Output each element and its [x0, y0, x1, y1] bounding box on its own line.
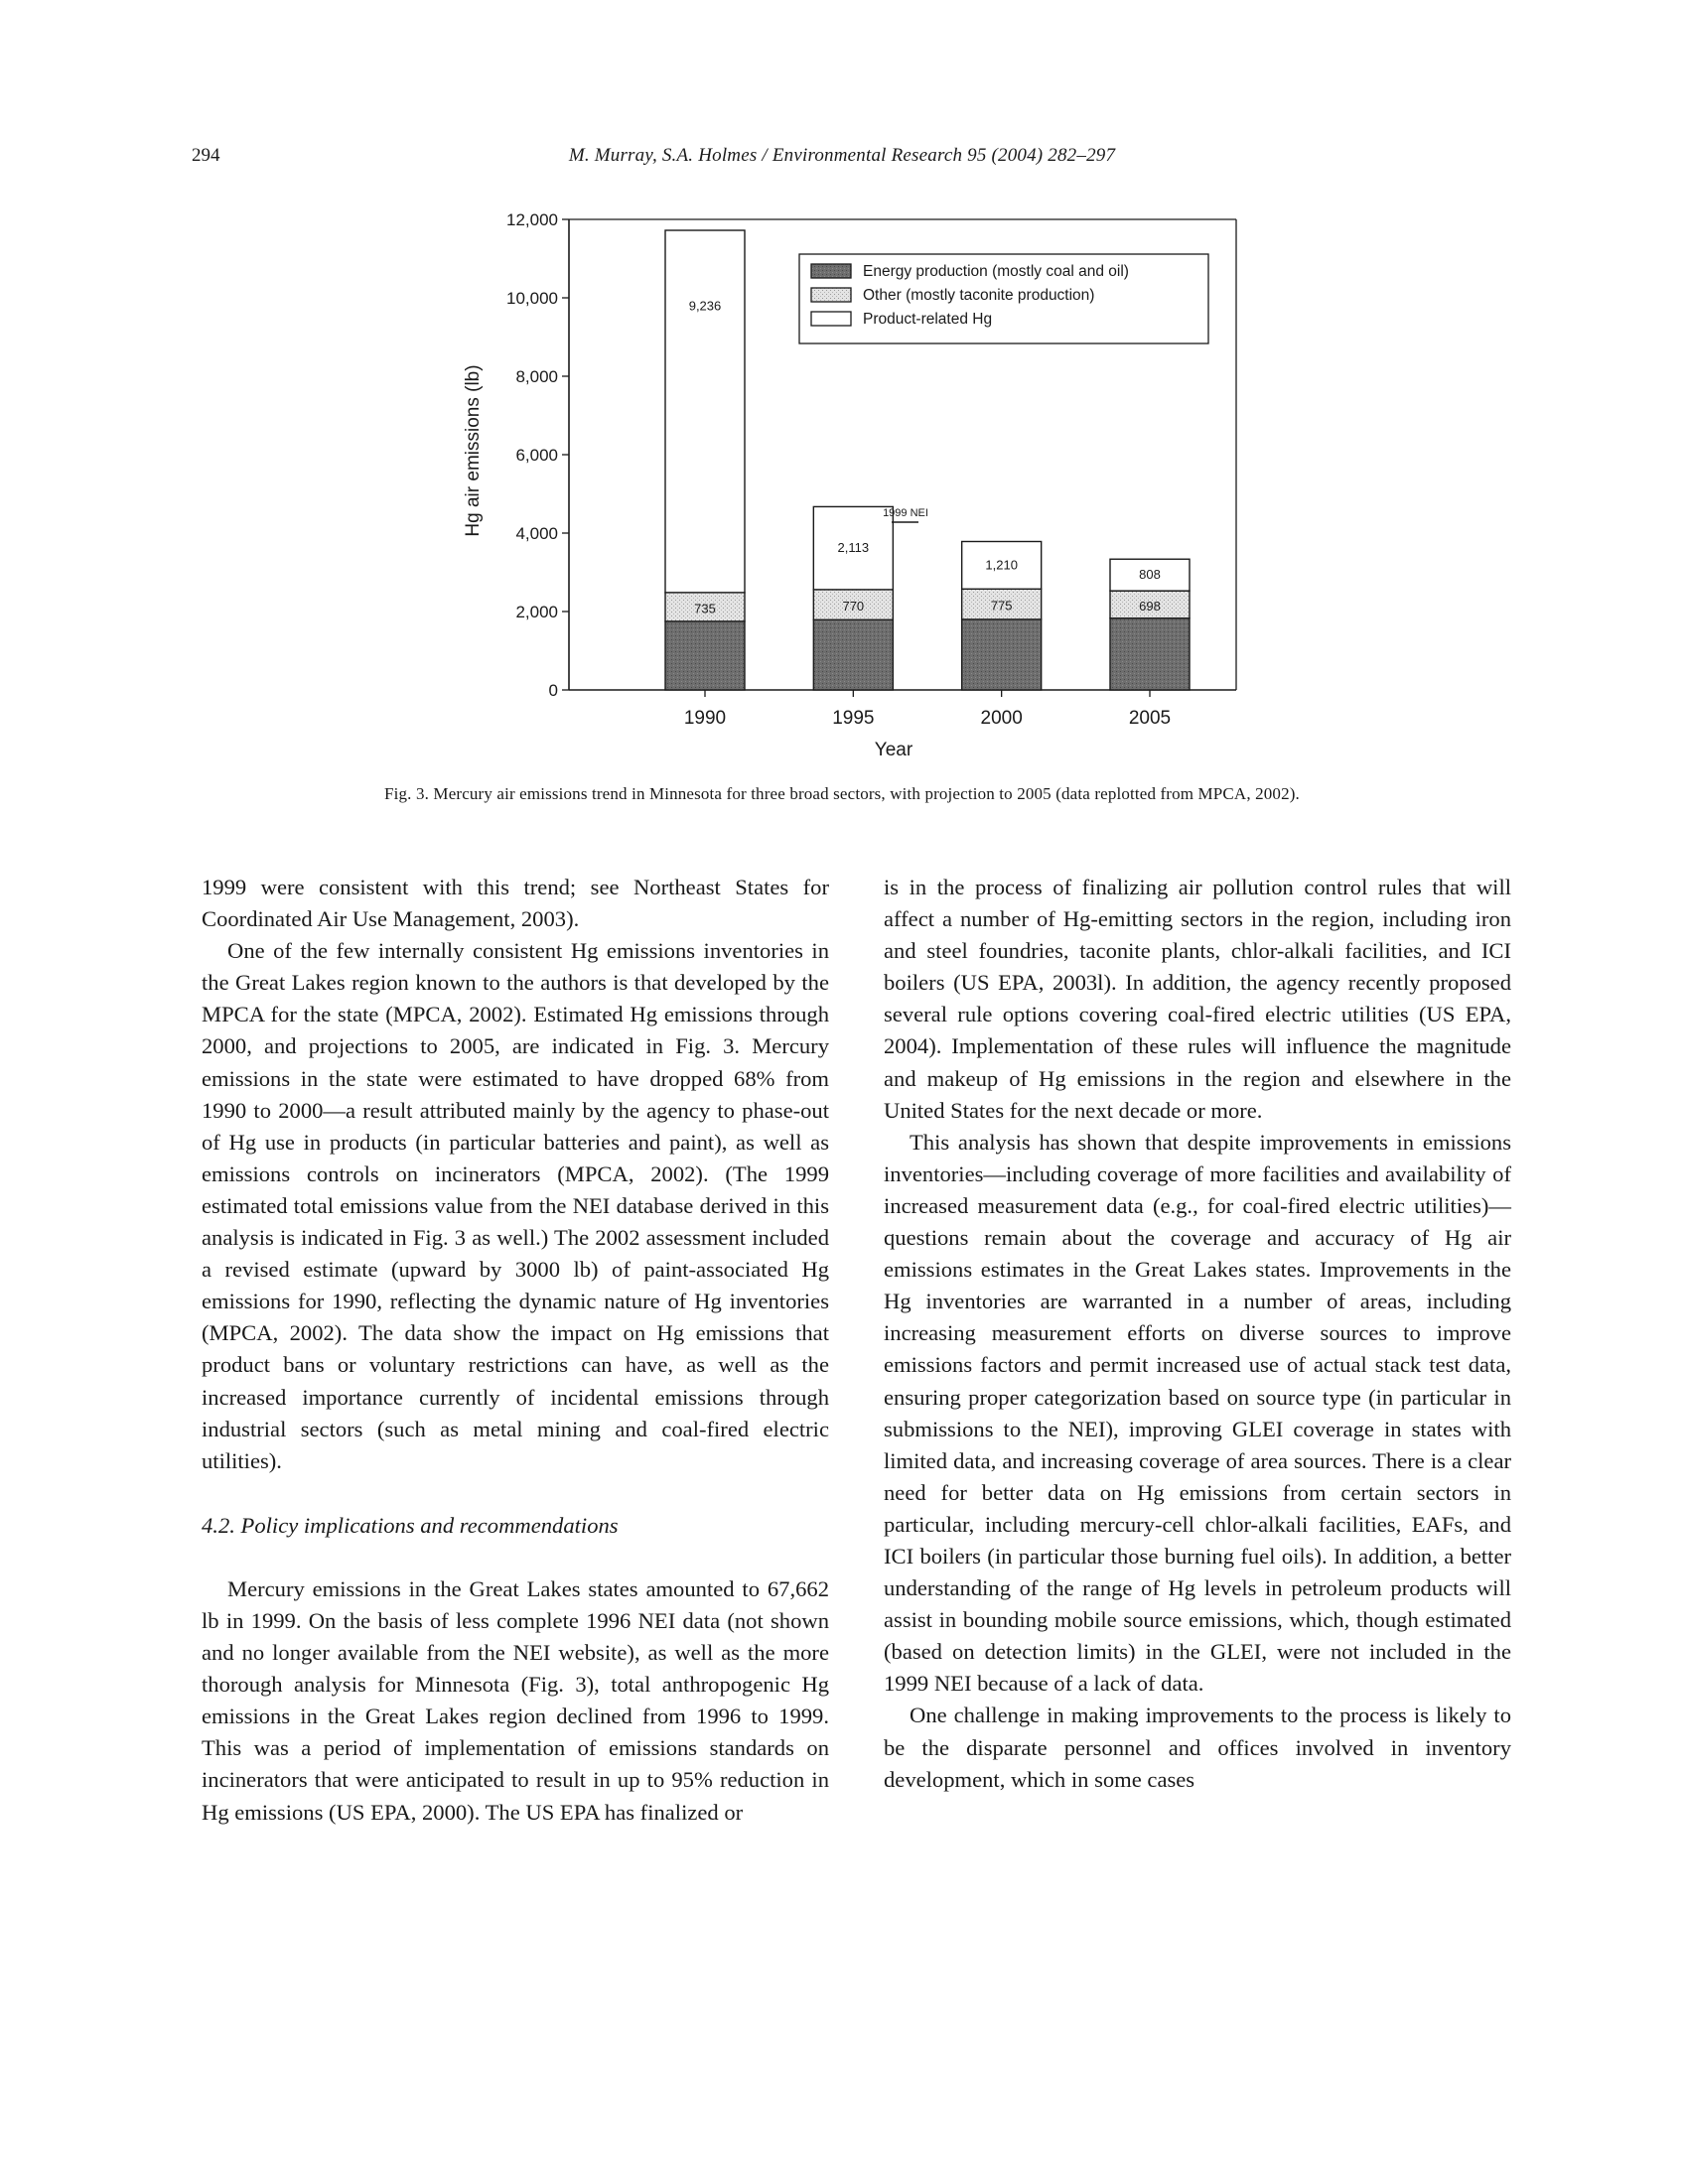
y-tick-label: 6,000: [515, 446, 558, 465]
y-tick-label: 0: [548, 681, 558, 700]
figure-3-chart: [0, 0, 1684, 794]
bar-segment-energy: [813, 619, 893, 690]
data-label-product: 2,113: [837, 540, 870, 556]
data-label-other: 735: [694, 601, 716, 616]
y-axis: [506, 210, 569, 700]
paragraph: This analysis has shown that despite improvements in emissions inventories—including coverage of more facilities and availability of increased measurement data (e.g., for coal-fired electric utilities)—questions remain about the coverage and accuracy of Hg air emissions estimates in the Great Lakes states. Improvements in the Hg inventories are warranted in a number of areas, including increasing measurement efforts on diverse sources to improve emissions factors and permit increased use of actual stack test data, ensuring proper categorization based on source type (in particular in submissions to the NEI), improving GLEI coverage in states with limited data, and increasing coverage of area sources. There is a clear need for better data on Hg emissions from certain sectors in particular, including mercury-cell chlor-alkali facilities, EAFs, and ICI boilers (in particular those burning fuel oils). In addition, a better understanding of the range of Hg levels in petroleum products will assist in bounding mobile source emissions, which, though estimated (based on detection limits) in the GLEI, were not included in the 1999 NEI because of a lack of data.: [884, 1129, 1511, 1697]
figure-caption: Fig. 3. Mercury air emissions trend in Minnesota for three broad sectors, with projection to 2005 (data replotted from MPCA, 2002).: [384, 784, 1300, 803]
data-label-other: 775: [990, 598, 1013, 614]
x-tick-label: 1995: [832, 708, 875, 729]
legend-swatch-energy: [811, 264, 851, 278]
bar-segment-energy: [1110, 618, 1190, 690]
data-label-product: 1,210: [985, 557, 1018, 573]
legend-label-other: Other (mostly taconite production): [863, 287, 1095, 304]
x-tick-label: 2005: [1128, 708, 1172, 729]
left-text-column: [202, 872, 829, 1829]
y-tick-label: 12,000: [506, 210, 558, 229]
y-tick-label: 2,000: [515, 603, 558, 621]
paragraph: One challenge in making improvements to the process is likely to be the disparate personnel and offices involved in inventory development, which in some cases: [884, 1703, 1511, 1792]
paragraph: is in the process of finalizing air pollution control rules that will affect a number of Hg-emitting sectors in the region, including iron and steel foundries, taconite plants, chlor-alkali facilities, and ICI boilers (US EPA, 2003l). In addition, the agency recently proposed several rule options covering coal-fired electric utilities (US EPA, 2004). Implementation of these rules will influence the magnitude and makeup of Hg emissions in the region and elsewhere in the United States for the next decade or more.: [884, 875, 1511, 1123]
x-axis-title: Year: [874, 740, 913, 760]
legend-label-energy: Energy production (mostly coal and oil): [863, 263, 1129, 280]
y-axis-title: Hg air emissions (lb): [463, 364, 484, 537]
y-tick-label: 4,000: [515, 524, 558, 543]
bar-segment-energy: [962, 619, 1042, 690]
right-text-column: [884, 872, 1511, 1796]
data-label-product: 808: [1139, 567, 1161, 583]
page-number: 294: [192, 145, 220, 166]
y-tick-label: 10,000: [506, 289, 558, 308]
legend-swatch-other: [811, 288, 851, 302]
bar-segment-product: [665, 230, 745, 593]
x-tick-label: 1990: [683, 708, 727, 729]
legend-swatch-product: [811, 312, 851, 326]
paragraph: Mercury emissions in the Great Lakes states amounted to 67,662 lb in 1999. On the basis of less complete 1996 NEI data (not shown and no longer available from the NEI website), as well as the more thorough analysis for Minnesota (Fig. 3), total anthropogenic Hg emissions in the Great Lakes region declined from 1996 to 1999. This was a period of implementation of emissions standards on incinerators that were anticipated to result in up to 95% reduction in Hg emissions (US EPA, 2000). The US EPA has finalized or: [202, 1575, 829, 1825]
section-heading: 4.2. Policy implications and recommendations: [202, 1512, 619, 1538]
nei-1999-annotation: 1999 NEI: [883, 507, 928, 519]
bar-segment-energy: [665, 621, 745, 690]
journal-citation: M. Murray, S.A. Holmes / Environmental Research 95 (2004) 282–297: [568, 145, 1116, 166]
legend-label-product: Product-related Hg: [863, 311, 993, 328]
data-label-product: 9,236: [688, 298, 722, 314]
legend: [799, 254, 1208, 343]
data-label-other: 770: [842, 599, 865, 614]
paragraph: One of the few internally consistent Hg emissions inventories in the Great Lakes region known to the authors is that developed by the MPCA for the state (MPCA, 2002). Estimated Hg emissions through 2000, and projections to 2005, are indicated in Fig. 3. Mercury emissions in the state were estimated to have dropped 68% from 1990 to 2000—a result attributed mainly by the agency to phase-out of Hg use in products (in particular batteries and paint), as well as emissions controls on incinerators (MPCA, 2002). (The 1999 estimated total emissions value from the NEI database derived in this analysis is indicated in Fig. 3 as well.) The 2002 assessment included a revised estimate (upward by 3000 lb) of paint-associated Hg emissions for 1990, reflecting the dynamic nature of Hg inventories (MPCA, 2002). The data show the impact on Hg emissions that product bans or voluntary restrictions can have, as well as the increased importance currently of incidental emissions through industrial sectors (such as metal mining and coal-fired electric utilities).: [202, 938, 829, 1473]
x-axis: [684, 690, 1171, 729]
y-tick-label: 8,000: [515, 367, 558, 386]
data-label-other: 698: [1139, 598, 1161, 614]
paragraph: 1999 were consistent with this trend; see Northeast States for Coordinated Air Use Management, 2003).: [202, 875, 829, 932]
data-label-group: [689, 298, 1161, 615]
x-tick-label: 2000: [980, 708, 1023, 729]
